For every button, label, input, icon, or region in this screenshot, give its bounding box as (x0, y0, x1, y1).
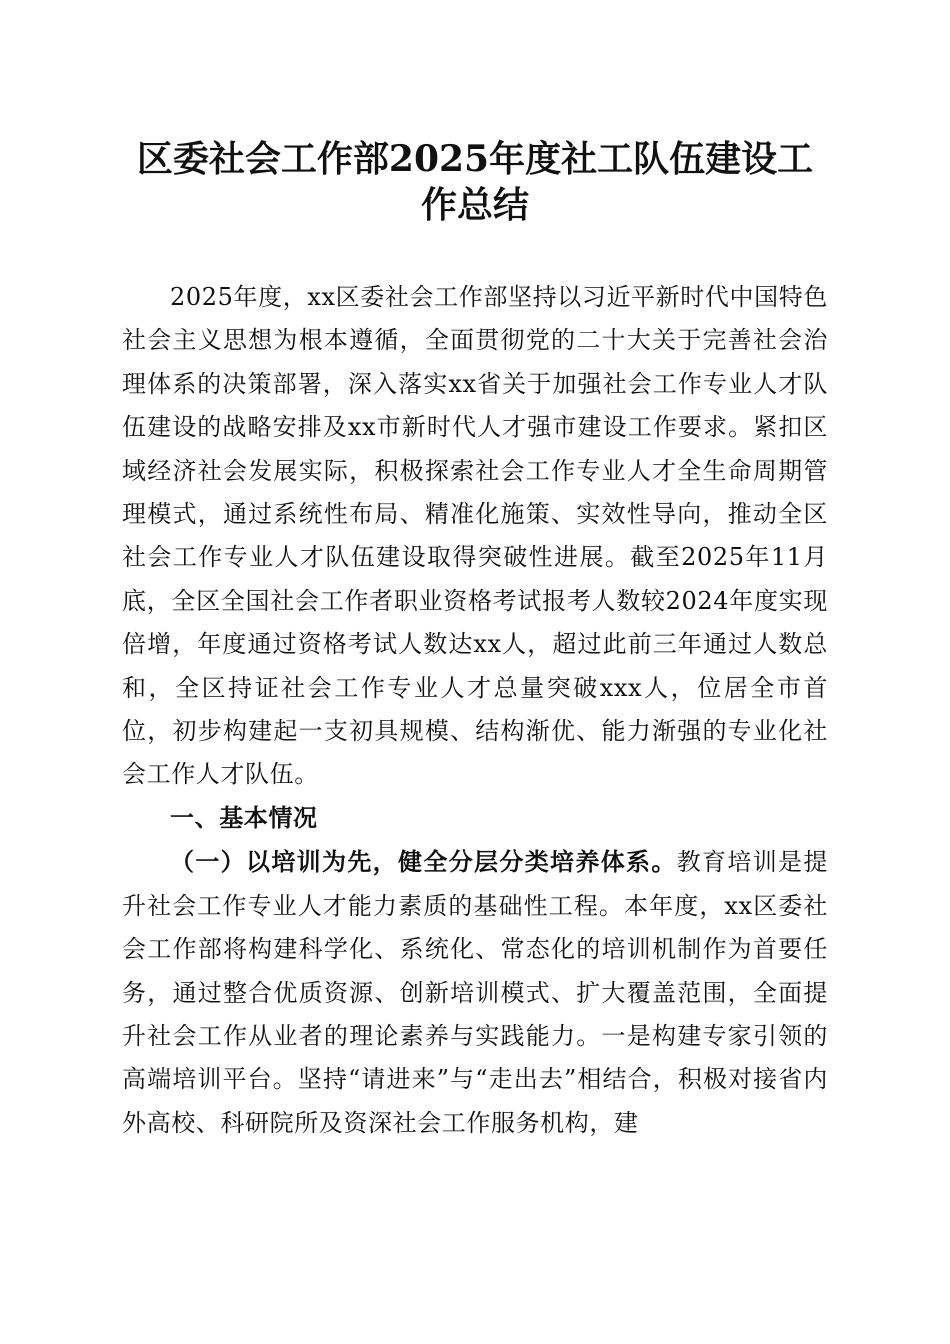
intro-paragraph: 2025年度，xx区委社会工作部坚持以习近平新时代中国特色社会主义思想为根本遵循，全面贯彻党的二十大关于完善社会治理体系的决策部署，深入落实xx省关于加强社会工作专业人才队伍建设的战略安排及xx市新时代人才强市建设工作要求。紧扣区域经济社会发展实际，积极探索社会工作专业人才全生命周期管理模式，通过系统性布局、精准化施策、实效性导向，推动全区社会工作专业人才队伍建设取得突破性进展。截至2025年11月底，全区全国社会工作者职业资格考试报考人数较2024年度实现倍增，年度通过资格考试人数达xx人，超过此前三年通过人数总和，全区持证社会工作专业人才总量突破xxx人，位居全市首位，初步构建起一支初具规模、结构渐优、能力渐强的专业化社会工作人才队伍。 (122, 283, 828, 789)
subsection-paragraph-training (122, 840, 828, 1145)
subsection-body-training: 教育培训是提升社会工作专业人才能力素质的基础性工程。本年度，xx区委社会工作部将构建科学化、系统化、常态化的培训机制作为首要任务，通过整合优质资源、创新培训模式、扩大覆盖范围，全面提升社会工作从业者的理论素养与实践能力。一是构建专家引领的高端培训平台。坚持“请进来”与“走出去”相结合，积极对接省内外高校、科研院所及资深社会工作服务机构，建 (122, 848, 828, 1137)
document-body (122, 276, 828, 1145)
section-heading-basic-situation: 一、基本情况 (170, 803, 318, 832)
subsection-lead-training: （一）以培训为先，健全分层分类培养体系。 (170, 847, 677, 877)
document-title: 区委社会工作部2025年度社工队伍建设工作总结 (136, 138, 814, 226)
